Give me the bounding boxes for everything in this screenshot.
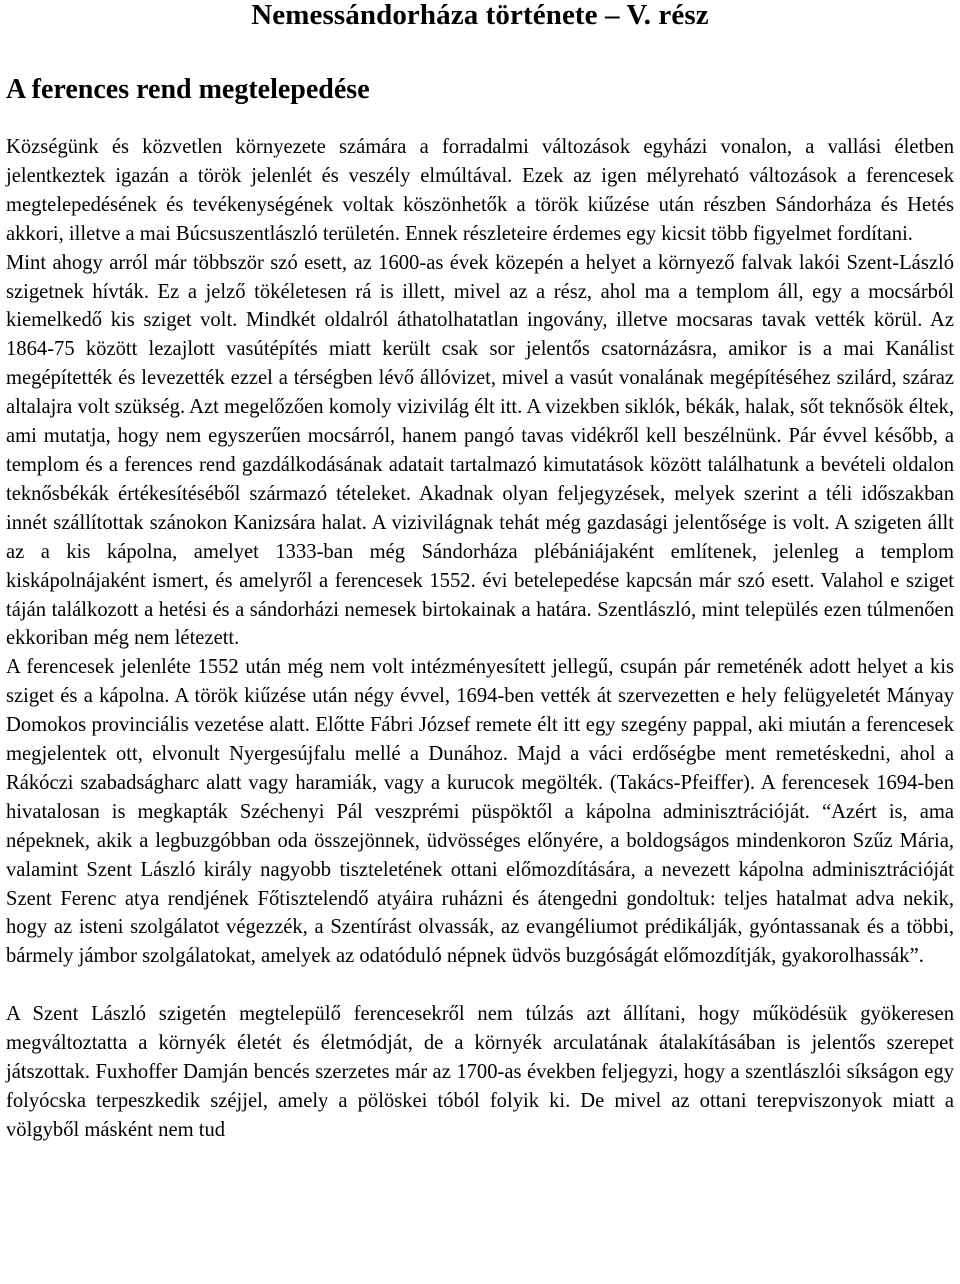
paragraph-ferencesek-hatasa: A Szent László szigetén megtelepülő ferencesekről nem túlzás azt állítani, hogy működésük gyökeresen megváltoztatta a környék életét és életmódját, de a környék arculatának átalakításában is jelentős szerepet játszottak. Fuxhoffer Damján bencés szerzetes már az 1700-as években feljegyzi, hogy a szentlászlói síkságon egy folyócska terpeszkedik széjjel, amely a pölöskei tóból folyik ki. De mivel az ottani terepviszonyok miatt a völgyből másként nem tud (6, 1003, 954, 1141)
section-heading: A ferences rend megtelepedése (6, 74, 370, 105)
paragraph-szent-laszlo-sziget: Mint ahogy arról már többször szó esett, az 1600-as évek közepén a helyet a környező falvak lakói Szent-László szigetnek hívták. Ez a jelző tökéletesen rá is illett, mivel az a rész, ahol ma a templom áll, egy a mocsárból kiemelkedő kis sziget volt. Mindkét oldalról áthatolhatatlan ingovány, illetve mocsaras tavak vették körül. Az 1864-75 között lezajlott vasútépítés miatt került csak sor jelentős csatornázásra, amikor is a mai Kanálist megépítették és levezették ezzel a térségben lévő állóvizet, mivel a vasút vonalának megépítéséhez szilárd, száraz altalajra volt szükség. Azt megelőzően komoly vizivilág élt itt. A vizekben siklók, békák, halak, sőt teknősök éltek, ami mutatja, hogy nem egyszerűen mocsárról, hanem pangó tavas vidékről kell beszélnünk. Pár évvel később, a templom és a ferences rend gazdálkodásának adatait tartalmazó kimutatások között találhatunk a bevételi oldalon teknősbékák értékesítéséből származó tételeket. Akadnak olyan feljegyzések, melyek szerint a téli időszakban innét szállítottak szánokon Kanizsára halat. A vizivilágnak tehát még gazdasági jelentősége is volt. A szigeten állt az a kis kápolna, amelyet 1333-ban még Sándorháza plébániájaként említenek, jelenleg a templom kiskápolnájaként ismert, és amelyről a ferencesek 1552. évi betelepedése kapcsán már szó esett. Valahol e sziget táján találkozott a hetési és a sándorházi nemesek birtokainak a határa. Szentlászló, mint település ezen túlmenően ekkoriban még nem létezett. (6, 251, 954, 650)
document-title: Nemessándorháza története – V. rész (251, 0, 709, 31)
document-page (6, 0, 954, 1145)
paragraph-intro: Községünk és közvetlen környezete számára a forradalmi változások egyházi vonalon, a vallási életben jelentkeztek igazán a török jelenlét és veszély elmúltával. Ezek az igen mélyreható változások a ferencesek megtelepedésének és tevékenységének voltak köszönhetők a török kiűzése után részben Sándorháza és Hetés akkori, illetve a mai Búcsuszentlászló területén. Ennek részleteire érdemes egy kicsit több figyelmet fordítani. (6, 136, 954, 245)
document-body (6, 133, 954, 1145)
paragraph-ferencesek-jelenlete: A ferencesek jelenléte 1552 után még nem volt intézményesített jellegű, csupán pár remeténék adott helyet a kis sziget és a kápolna. A török kiűzése után négy évvel, 1694-ben vették át szervezetten e hely felügyeletét Mányay Domokos provinciális vezetése alatt. Előtte Fábri József remete élt itt egy szegény pappal, aki miután a ferencesek megjelentek ott, elvonult Nyergesújfalu mellé a Dunához. Majd a váci erdőségbe ment remetéskedni, ahol a Rákóczi szabadságharc alatt vagy haramiák, vagy a kurucok megölték. (Takács-Pfeiffer). A ferencesek 1694-ben hivatalosan is megkapták Széchenyi Pál veszprémi püspöktől a kápolna adminisztrációját. “Azért is, ama népeknek, akik a legbuzgóbban oda összejönnek, üdvösséges előnyére, a boldogságos mindenkoron Szűz Mária, valamint Szent László király nagyobb tiszteletének ottani előmozdítására, a nevezett kápolna adminisztrációját Szent Ferenc atya rendjének Főtisztelendő atyáira ruházni és átengedni gondoltuk: teljes hatalmat adva nekik, hogy az isteni szolgálatot végezzék, a Szentírást olvassák, az evangéliumot prédikálják, gyóntassanak és a többi, bármely jámbor szolgálatokat, amelyek az odatóduló népnek üdvös buzgóságát előmozdítják, gyakorolhassák”. (6, 656, 954, 968)
